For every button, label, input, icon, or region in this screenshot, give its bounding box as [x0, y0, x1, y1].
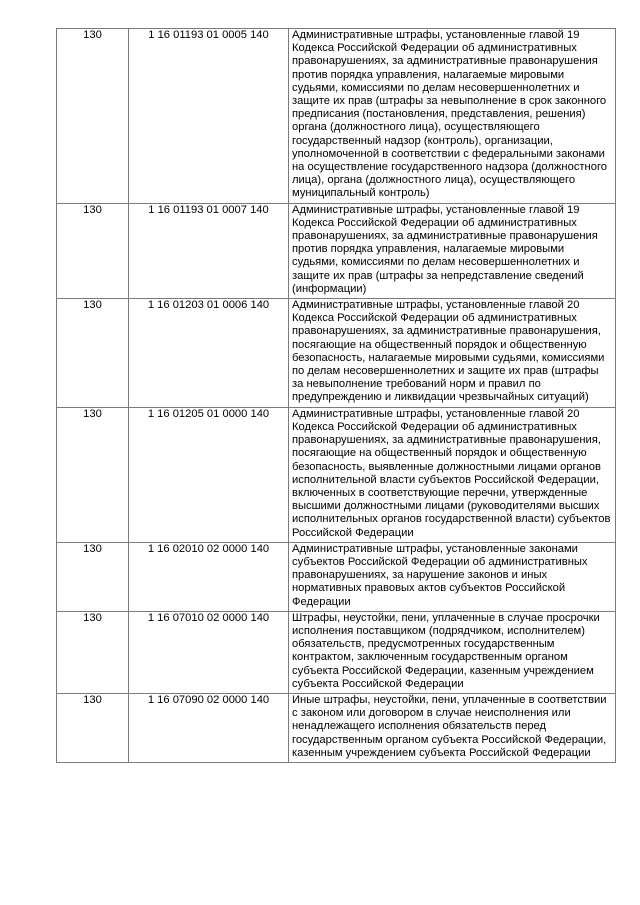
admin-code-cell: 130: [57, 407, 129, 542]
description-cell: Административные штрафы, установленные главой 19 Кодекса Российской Федерации об административных правонарушениях, за административные правонарушения против порядка управления, налагаемые мировыми судьями, комиссиями по делам несовершеннолетних и защите их прав (штрафы за непредставление сведений (информации): [289, 203, 616, 298]
admin-code-cell: 130: [57, 299, 129, 408]
table-row: [57, 299, 616, 408]
kbk-code-cell: 1 16 01203 01 0006 140: [129, 299, 289, 408]
description-cell: Иные штрафы, неустойки, пени, уплаченные в соответствии с законом или договором в случае неисполнения или ненадлежащего исполнения обязательств перед государственным органом субъекта Российской Федерации, казенным учреждением субъекта Российской Федерации: [289, 693, 616, 762]
table-row: [57, 693, 616, 762]
table-row: [57, 611, 616, 693]
admin-code-cell: 130: [57, 693, 129, 762]
kbk-code-cell: 1 16 01193 01 0005 140: [129, 29, 289, 204]
kbk-code-cell: 1 16 02010 02 0000 140: [129, 542, 289, 611]
admin-code-cell: 130: [57, 542, 129, 611]
kbk-code-cell: 1 16 07010 02 0000 140: [129, 611, 289, 693]
table-row: [57, 203, 616, 298]
table-row: [57, 407, 616, 542]
description-cell: Административные штрафы, установленные законами субъектов Российской Федерации об административных правонарушениях, за нарушение законов и иных нормативных правовых актов субъектов Российской Федерации: [289, 542, 616, 611]
kbk-code-cell: 1 16 01205 01 0000 140: [129, 407, 289, 542]
budget-codes-table: [56, 28, 616, 763]
kbk-code-cell: 1 16 07090 02 0000 140: [129, 693, 289, 762]
table-row: [57, 29, 616, 204]
description-cell: Штрафы, неустойки, пени, уплаченные в случае просрочки исполнения поставщиком (подрядчиком, исполнителем) обязательств, предусмотренных государственным контрактом, заключенным государственным органом субъекта Российской Федерации, казенным учреждением субъекта Российской Федерации: [289, 611, 616, 693]
description-cell: Административные штрафы, установленные главой 19 Кодекса Российской Федерации об административных правонарушениях, за административные правонарушения против порядка управления, налагаемые мировыми судьями, комиссиями по делам несовершеннолетних и защите их прав (штрафы за невыполнение в срок законного предписания (постановления, представления, решения) органа (должностного лица), осуществляющего государственный надзор (контроль), организации, уполномоченной в соответствии с федеральными законами на осуществление государственного надзора (должностного лица), органа (должностного лица), осуществляющего муниципальный контроль): [289, 29, 616, 204]
description-cell: Административные штрафы, установленные главой 20 Кодекса Российской Федерации об административных правонарушениях, за административные правонарушения, посягающие на общественный порядок и общественную безопасность, выявленные должностными лицами органов исполнительной власти субъектов Российской Федерации, включенных в соответствующие перечни, утвержденные высшими должностными лицами (руководителями высших исполнительных органов государственной власти) субъектов Российской Федерации: [289, 407, 616, 542]
table-row: [57, 542, 616, 611]
admin-code-cell: 130: [57, 203, 129, 298]
description-cell: Административные штрафы, установленные главой 20 Кодекса Российской Федерации об административных правонарушениях, за административные правонарушения, посягающие на общественный порядок и общественную безопасность, налагаемые мировыми судьями, комиссиями по делам несовершеннолетних и защите их прав (штрафы за невыполнение требований норм и правил по предупреждению и ликвидации чрезвычайных ситуаций): [289, 299, 616, 408]
table-body: [57, 29, 616, 763]
admin-code-cell: 130: [57, 29, 129, 204]
kbk-code-cell: 1 16 01193 01 0007 140: [129, 203, 289, 298]
admin-code-cell: 130: [57, 611, 129, 693]
